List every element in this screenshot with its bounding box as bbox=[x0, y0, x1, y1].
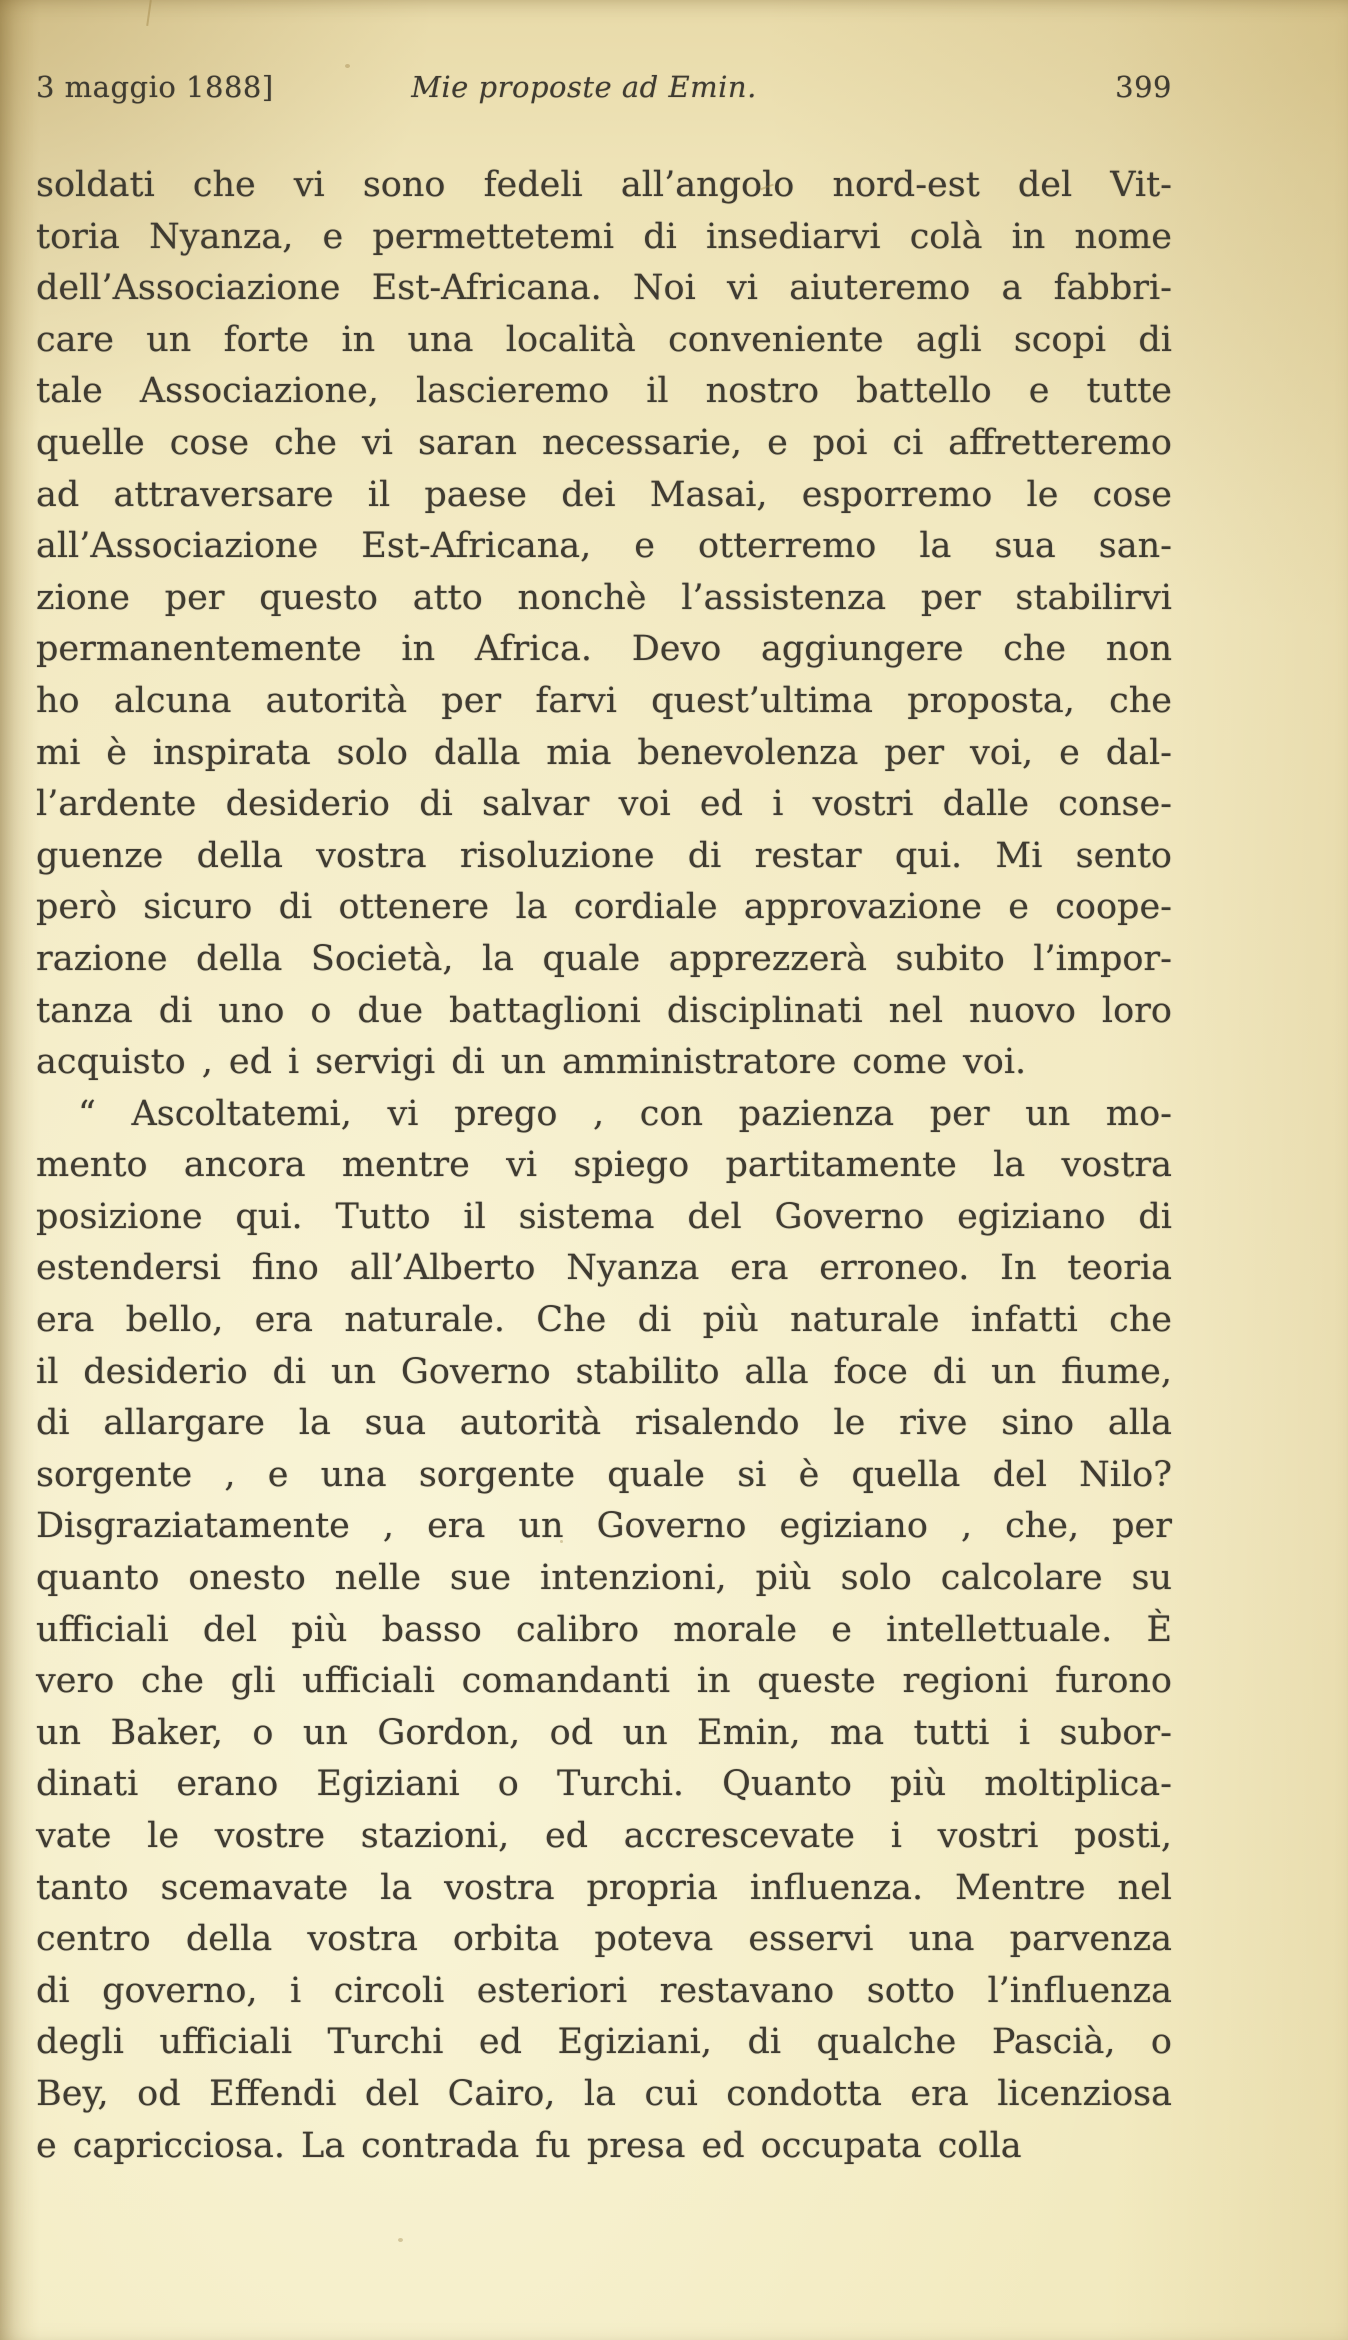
text-line: zione per questo atto nonchè l’assistenza per stabilirvi bbox=[36, 577, 1172, 618]
text-line: quanto onesto nelle sue intenzioni, più solo calcolare su bbox=[36, 1558, 1172, 1599]
header-date: 3 maggio 1888] bbox=[36, 70, 274, 104]
paper-fiber bbox=[146, 0, 152, 26]
text-line: “ Ascoltatemi, vi prego , con pazienza per un mo- bbox=[78, 1093, 1172, 1134]
paper-speckle bbox=[345, 64, 350, 68]
text-line: mento ancora mentre vi spiego partitamente la vostra bbox=[36, 1145, 1172, 1186]
text-line: Disgraziatamente , era un Governo egiziano , che, per bbox=[36, 1506, 1172, 1547]
text-line: razione della Società, la quale apprezzerà subito l’impor- bbox=[36, 938, 1172, 979]
text-line: ad attraversare il paese dei Masai, esporremo le cose bbox=[36, 474, 1172, 515]
text-line: posizione qui. Tutto il sistema del Governo egiziano di bbox=[36, 1196, 1172, 1237]
text-line: soldati che vi sono fedeli all’angolo nord-est del Vit- bbox=[36, 165, 1172, 205]
text-line: il desiderio di un Governo stabilito alla foce di un fiume, bbox=[36, 1351, 1172, 1392]
text-line: ho alcuna autorità per farvi quest’ultima proposta, che bbox=[36, 680, 1172, 721]
text-line: dinati erano Egiziani o Turchi. Quanto più moltiplica- bbox=[36, 1764, 1172, 1805]
text-line: mi è inspirata solo dalla mia benevolenza per voi, e dal- bbox=[36, 732, 1172, 773]
text-line: quelle cose che vi saran necessarie, e poi ci affretteremo bbox=[36, 422, 1172, 463]
text-line: e capricciosa. La contrada fu presa ed occupata colla bbox=[36, 2125, 1022, 2166]
paper-speckle bbox=[560, 1540, 563, 1543]
text-line: vate le vostre stazioni, ed accrescevate i vostri posti, bbox=[36, 1816, 1172, 1856]
text-line: guenze della vostra risoluzione di restar qui. Mi sento bbox=[36, 835, 1172, 876]
page-header bbox=[36, 70, 1172, 104]
text-line: però sicuro di ottenere la cordiale approvazione e coope- bbox=[36, 887, 1172, 928]
text-line: Bey, od Effendi del Cairo, la cui condotta era licenziosa bbox=[36, 2073, 1172, 2114]
text-line: era bello, era naturale. Che di più naturale infatti che bbox=[36, 1300, 1172, 1341]
text-line: toria Nyanza, e permettetemi di insediarvi colà in nome bbox=[36, 216, 1172, 257]
text-line: tanto scemavate la vostra propria influenza. Mentre nel bbox=[36, 1867, 1172, 1908]
text-line: sorgente , e una sorgente quale si è quella del Nilo? bbox=[36, 1454, 1172, 1495]
text-line: di governo, i circoli esteriori restavano sotto l’influenza bbox=[36, 1970, 1172, 2011]
text-line: tanza di uno o due battaglioni disciplinati nel nuovo loro bbox=[36, 990, 1172, 1031]
text-line: ufficiali del più basso calibro morale e intellettuale. È bbox=[36, 1609, 1172, 1650]
text-line: care un forte in una località conveniente agli scopi di bbox=[36, 319, 1172, 360]
text-line: estendersi fino all’Alberto Nyanza era erroneo. In teoria bbox=[36, 1248, 1172, 1289]
paper-speckle bbox=[1128, 1174, 1132, 1178]
header-running-title: Mie proposte ad Emin. bbox=[411, 70, 757, 104]
text-line: tale Associazione, lascieremo il nostro battello e tutte bbox=[36, 371, 1172, 412]
paper-speckle bbox=[398, 2238, 403, 2242]
body-text bbox=[36, 160, 1172, 2172]
text-line: di allargare la sua autorità risalendo le rive sino alla bbox=[36, 1403, 1172, 1444]
text-line: l’ardente desiderio di salvar voi ed i vostri dalle conse- bbox=[36, 784, 1172, 825]
text-line: dell’Associazione Est-Africana. Noi vi aiuteremo a fabbri- bbox=[36, 268, 1172, 309]
text-line: un Baker, o un Gordon, od un Emin, ma tutti i subor- bbox=[36, 1712, 1172, 1753]
text-line: centro della vostra orbita poteva esservi una parvenza bbox=[36, 1919, 1172, 1960]
text-line: all’Associazione Est-Africana, e otterremo la sua san- bbox=[36, 526, 1172, 567]
header-page-number: 399 bbox=[1115, 70, 1172, 104]
text-line: degli ufficiali Turchi ed Egiziani, di qualche Pascià, o bbox=[36, 2022, 1172, 2063]
text-line: vero che gli ufficiali comandanti in queste regioni furono bbox=[36, 1661, 1172, 1702]
text-line: permanentemente in Africa. Devo aggiungere che non bbox=[36, 629, 1172, 670]
text-line: acquisto , ed i servigi di un amministratore come voi. bbox=[36, 1042, 1027, 1083]
